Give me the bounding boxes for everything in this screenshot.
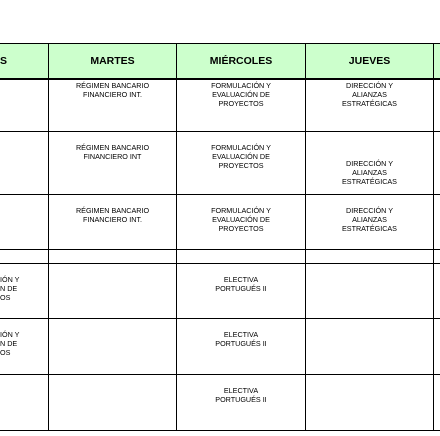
table-cell[interactable] xyxy=(306,374,434,430)
table-cell[interactable] xyxy=(434,79,440,131)
table-cell[interactable] xyxy=(49,131,177,194)
table-cell[interactable] xyxy=(177,194,306,249)
cell-line: EVALUACIÓN DE xyxy=(212,151,270,161)
cell-line: FORMULACIÓN Y xyxy=(211,205,271,215)
cell-line: FORMULACIÓN Y xyxy=(211,142,271,152)
table-cell[interactable] xyxy=(434,263,440,318)
table-cell[interactable] xyxy=(0,263,49,318)
table-cell[interactable] xyxy=(177,318,306,374)
table-cell[interactable] xyxy=(306,249,434,263)
cell-line: ALIANZAS xyxy=(352,167,387,177)
table-row xyxy=(0,249,440,263)
table-row xyxy=(0,318,440,374)
table-cell[interactable] xyxy=(49,249,177,263)
table-cell[interactable] xyxy=(49,318,177,374)
cell-line: PROYECTOS xyxy=(218,223,264,233)
table-cell[interactable] xyxy=(0,194,49,249)
table-cell[interactable] xyxy=(306,79,434,131)
cell-line: IÓN Y xyxy=(0,274,20,284)
table-cell[interactable] xyxy=(434,374,440,430)
cell-line: RÉGIMEN BANCARIO xyxy=(75,205,150,215)
cell-line: OS xyxy=(0,347,11,357)
cell-line: FORMULACIÓN Y xyxy=(211,81,271,90)
cell-line: FINANCIERO INT. xyxy=(82,214,143,224)
table-cell[interactable] xyxy=(177,263,306,318)
cell-line: RÉGIMEN BANCARIO xyxy=(75,81,150,90)
table-cell[interactable] xyxy=(177,131,306,194)
cell-line: EVALUACIÓN DE xyxy=(212,214,270,224)
header-cell-miercoles[interactable]: MIÉRCOLES xyxy=(177,44,306,80)
table-row xyxy=(0,131,440,194)
cell-line: PROYECTOS xyxy=(218,160,264,170)
table-cell[interactable] xyxy=(0,131,49,194)
header-row xyxy=(0,44,440,80)
table-cell[interactable] xyxy=(177,374,306,430)
table-cell[interactable] xyxy=(434,318,440,374)
table-cell[interactable] xyxy=(306,131,434,194)
table-cell[interactable] xyxy=(49,79,177,131)
cell-line: ESTRATÉGICAS xyxy=(342,99,397,108)
table-row xyxy=(0,374,440,430)
table-cell[interactable] xyxy=(0,79,49,131)
table-cell[interactable] xyxy=(306,194,434,249)
header-cell-martes[interactable]: MARTES xyxy=(49,44,177,80)
cell-line: OS xyxy=(0,292,11,302)
table-cell[interactable] xyxy=(49,374,177,430)
cell-line: EVALUACIÓN DE xyxy=(212,90,270,99)
table-row xyxy=(0,194,440,249)
cell-line: N DE xyxy=(0,338,18,348)
cell-line: ELECTIVA xyxy=(223,274,259,284)
cell-line: DIRECCIÓN Y xyxy=(346,81,393,90)
cell-line: DIRECCIÓN Y xyxy=(346,158,393,168)
cell-line: PROYECTOS xyxy=(218,99,264,108)
table-cell[interactable] xyxy=(177,249,306,263)
cell-line: ESTRATÉGICAS xyxy=(342,223,397,233)
cell-line: PORTUGUÉS II xyxy=(215,338,267,348)
table-cell[interactable] xyxy=(49,263,177,318)
table-cell[interactable] xyxy=(0,249,49,263)
header-cell-edge[interactable] xyxy=(434,44,440,80)
table-cell[interactable] xyxy=(434,194,440,249)
cell-line: PORTUGUÉS II xyxy=(215,283,267,293)
table-cell[interactable] xyxy=(306,263,434,318)
cell-line: FINANCIERO INT. xyxy=(82,90,143,99)
cell-line: ALIANZAS xyxy=(352,214,387,224)
table-cell[interactable] xyxy=(306,318,434,374)
cell-line: ESTRATÉGICAS xyxy=(342,176,397,186)
header-cell-jueves[interactable]: JUEVES xyxy=(306,44,434,80)
table-cell[interactable] xyxy=(49,194,177,249)
schedule-table xyxy=(0,43,440,431)
cell-line: FINANCIERO INT xyxy=(83,151,142,161)
table-row xyxy=(0,263,440,318)
header-cell-partial[interactable]: S xyxy=(0,44,49,80)
table-cell[interactable] xyxy=(0,374,49,430)
table-cell[interactable] xyxy=(177,79,306,131)
cell-line: ALIANZAS xyxy=(352,90,387,99)
cell-line: ELECTIVA xyxy=(223,385,259,395)
table-cell[interactable] xyxy=(434,131,440,194)
table-cell[interactable] xyxy=(434,249,440,263)
cell-line: DIRECCIÓN Y xyxy=(346,205,393,215)
table-row xyxy=(0,79,440,131)
cell-line: RÉGIMEN BANCARIO xyxy=(75,142,150,152)
cell-line: N DE xyxy=(0,283,18,293)
table-cell[interactable] xyxy=(0,318,49,374)
cell-line: ELECTIVA xyxy=(223,329,259,339)
cell-line: PORTUGUÉS II xyxy=(215,394,267,404)
cell-line: IÓN Y xyxy=(0,329,20,339)
